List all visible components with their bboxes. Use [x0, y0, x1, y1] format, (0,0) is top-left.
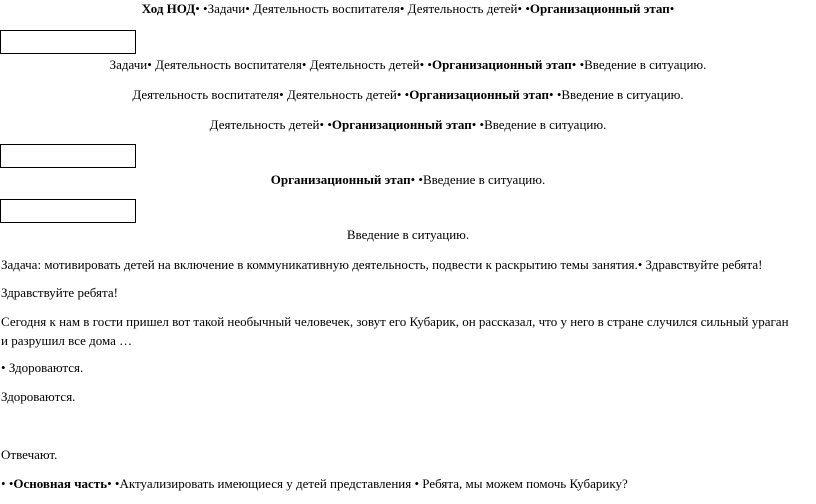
bullet-icon: • — [471, 117, 477, 132]
teacher-activity-label: Деятельность воспитателя — [132, 87, 280, 102]
story-paragraph-line-2: и разрушил все дома … — [1, 333, 133, 348]
bullet-icon: • — [556, 87, 562, 102]
children-activity-label: Деятельность детей — [286, 87, 397, 102]
main-part-label: Основная часть — [13, 476, 108, 491]
organizational-stage-label: Организационный этап — [431, 57, 572, 72]
blank-cell-box — [0, 30, 136, 54]
main-part-line — [1, 476, 628, 492]
task-text: Задача: мотивировать детей на включение в коммуникативную деятельность, подвести к раскрытию темы занятия. — [1, 257, 638, 272]
header-line-1 — [0, 1, 816, 17]
bullet-icon: • — [410, 172, 416, 187]
bullet-icon: • — [669, 1, 675, 16]
header-line-2 — [0, 57, 816, 73]
actualize-text: Актуализировать имеющиеся у детей представления — [119, 476, 412, 491]
bullet-icon: • — [203, 1, 208, 16]
organizational-stage-label: Организационный этап — [270, 172, 411, 187]
bullet-icon: • — [147, 57, 152, 72]
bullet-icon: • — [279, 87, 284, 102]
bullet-icon: • — [114, 476, 120, 491]
bullet-icon: • — [549, 87, 554, 102]
bullet-icon: • — [427, 57, 432, 72]
bullet-icon: • — [414, 476, 420, 491]
bullet-icon: • — [418, 172, 423, 187]
task-paragraph — [1, 257, 762, 273]
teacher-activity-label: Деятельность воспитателя — [253, 1, 400, 16]
bullet-icon: • — [1, 360, 6, 375]
children-response-bullet — [1, 360, 83, 376]
organizational-stage-label: Организационный этап — [529, 1, 670, 16]
bullet-icon: • — [195, 1, 200, 16]
bullet-icon: • — [525, 1, 530, 16]
children-response-paragraph: Здороваются. — [1, 389, 76, 404]
introduction-label: Введение в ситуацию. — [422, 172, 546, 187]
answers-paragraph: Отвечают. — [1, 447, 58, 462]
header-line-5 — [0, 172, 816, 188]
bullet-icon: • — [479, 117, 485, 132]
bullet-icon: • — [399, 1, 405, 16]
introduction-label: Введение в ситуацию. — [346, 227, 470, 242]
organizational-stage-label: Организационный этап — [331, 117, 472, 132]
introduction-label: Введение в ситуацию. — [584, 57, 707, 72]
children-activity-label: Деятельность детей — [407, 1, 518, 16]
header-line-4 — [0, 117, 816, 133]
greeting-paragraph: Здравствуйте ребята! — [1, 285, 118, 300]
bullet-icon: • — [419, 57, 425, 72]
greeting-text: Здравствуйте ребята! — [645, 257, 763, 272]
nod-title: Ход НОД — [141, 1, 196, 16]
bullet-icon: • — [107, 476, 112, 491]
bullet-icon: • — [301, 57, 307, 72]
teacher-activity-label: Деятельность воспитателя — [155, 57, 302, 72]
bullet-icon: • — [579, 57, 585, 72]
bullet-icon: • — [637, 257, 643, 272]
bullet-icon: • — [245, 1, 250, 16]
blank-cell-box — [0, 199, 136, 223]
bullet-icon: • — [319, 117, 325, 132]
bullet-icon: • — [517, 1, 523, 16]
story-paragraph-line-1: Сегодня к нам в гости пришел вот такой необычный человечек, зовут его Кубарик, он рассказал, что у него в стране случился сильный ураган — [1, 314, 789, 329]
introduction-label: Введение в ситуацию. — [561, 87, 684, 102]
organizational-stage-label: Организационный этап — [409, 87, 550, 102]
header-line-6 — [0, 227, 816, 243]
children-activity-label: Деятельность детей — [309, 57, 420, 72]
bullet-icon: • — [404, 87, 410, 102]
blank-cell-box — [0, 144, 136, 168]
bullet-icon: • — [396, 87, 402, 102]
children-response-text: Здороваются. — [8, 360, 84, 375]
header-line-3 — [0, 87, 816, 103]
children-activity-label: Деятельность детей — [209, 117, 320, 132]
bullet-icon: • — [327, 117, 332, 132]
introduction-label: Введение в ситуацию. — [484, 117, 607, 132]
tasks-label: Задачи — [109, 57, 148, 72]
bullet-icon: • — [8, 476, 14, 491]
tasks-label: Задачи — [207, 1, 246, 16]
bullet-icon: • — [571, 57, 577, 72]
bullet-icon: • — [1, 476, 6, 491]
question-text: Ребята, мы можем помочь Кубарику? — [422, 476, 628, 491]
